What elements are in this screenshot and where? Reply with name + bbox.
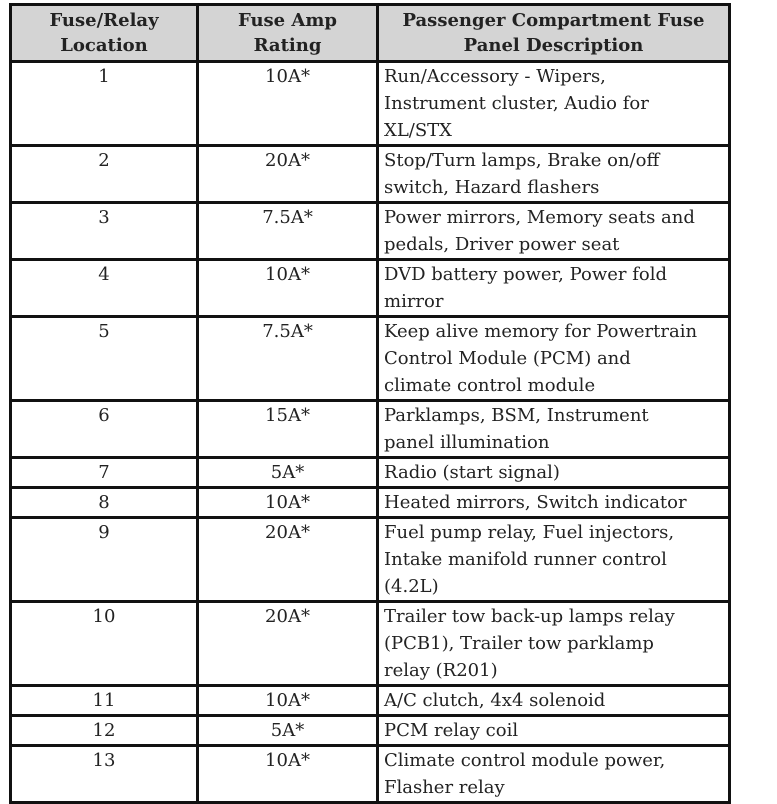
fuse-location: 2 <box>11 146 198 203</box>
description-line: climate control module <box>384 375 596 396</box>
description-line: Flasher relay <box>384 777 505 798</box>
fuse-description <box>378 602 730 686</box>
header-line: Fuse Amp <box>238 10 337 31</box>
header-line: Fuse/Relay <box>49 10 159 31</box>
fuse-location: 9 <box>11 518 198 602</box>
fuse-location: 4 <box>11 260 198 317</box>
table-row <box>11 716 730 746</box>
fuse-description <box>378 716 730 746</box>
description-line: (PCB1), Trailer tow parklamp <box>384 633 654 654</box>
column-header <box>11 5 198 62</box>
fuse-description <box>378 488 730 518</box>
table-row <box>11 317 730 401</box>
fuse-rating: 10A* <box>198 488 378 518</box>
fuse-description <box>378 746 730 803</box>
fuse-rating: 10A* <box>198 746 378 803</box>
fuse-description <box>378 518 730 602</box>
fuse-rating: 20A* <box>198 518 378 602</box>
fuse-rating: 10A* <box>198 686 378 716</box>
fuse-rating: 10A* <box>198 62 378 146</box>
description-line: relay (R201) <box>384 660 498 681</box>
description-line: Keep alive memory for Powertrain <box>384 321 698 342</box>
description-line: Radio (start signal) <box>384 462 560 483</box>
description-line: PCM relay coil <box>384 720 519 741</box>
description-line: panel illumination <box>384 432 550 453</box>
table-row <box>11 260 730 317</box>
fuse-location: 12 <box>11 716 198 746</box>
description-line: Parklamps, BSM, Instrument <box>384 405 649 426</box>
fuse-location: 7 <box>11 458 198 488</box>
fuse-description <box>378 62 730 146</box>
description-line: (4.2L) <box>384 576 439 597</box>
fuse-location: 1 <box>11 62 198 146</box>
description-line: A/C clutch, 4x4 solenoid <box>384 690 606 711</box>
description-line: Intake manifold runner control <box>384 549 667 570</box>
description-line: Fuel pump relay, Fuel injectors, <box>384 522 675 543</box>
description-line: Run/Accessory - Wipers, <box>384 66 606 87</box>
fuse-rating: 5A* <box>198 716 378 746</box>
description-line: DVD battery power, Power fold <box>384 264 668 285</box>
fuse-rating: 20A* <box>198 602 378 686</box>
fuse-location: 8 <box>11 488 198 518</box>
description-line: Stop/Turn lamps, Brake on/off <box>384 150 660 171</box>
fuse-location: 6 <box>11 401 198 458</box>
fuse-rating: 7.5A* <box>198 317 378 401</box>
description-line: Instrument cluster, Audio for <box>384 93 649 114</box>
fuse-description <box>378 146 730 203</box>
header-line: Passenger Compartment Fuse <box>402 10 705 31</box>
fuse-description <box>378 260 730 317</box>
table-row <box>11 203 730 260</box>
description-line: Trailer tow back-up lamps relay <box>384 606 675 627</box>
description-line: switch, Hazard flashers <box>384 177 600 198</box>
fuse-description <box>378 203 730 260</box>
fuse-location: 10 <box>11 602 198 686</box>
fuse-description <box>378 317 730 401</box>
header-line: Rating <box>253 35 322 56</box>
description-line: pedals, Driver power seat <box>384 234 620 255</box>
table-row <box>11 518 730 602</box>
fuse-rating: 7.5A* <box>198 203 378 260</box>
column-header <box>198 5 378 62</box>
description-line: mirror <box>384 291 444 312</box>
fuse-location: 11 <box>11 686 198 716</box>
fuse-rating: 10A* <box>198 260 378 317</box>
fuse-description <box>378 401 730 458</box>
table-row <box>11 746 730 803</box>
description-line: XL/STX <box>384 120 452 141</box>
header-line: Location <box>60 35 148 56</box>
fuse-location: 13 <box>11 746 198 803</box>
table-row <box>11 488 730 518</box>
header-line: Panel Description <box>463 35 644 56</box>
table-row <box>11 62 730 146</box>
fuse-location: 3 <box>11 203 198 260</box>
description-line: Heated mirrors, Switch indicator <box>384 492 687 513</box>
header-row <box>11 5 730 62</box>
fuse-rating: 20A* <box>198 146 378 203</box>
description-line: Climate control module power, <box>384 750 666 771</box>
table-row <box>11 146 730 203</box>
table-row <box>11 602 730 686</box>
fuse-rating: 15A* <box>198 401 378 458</box>
description-line: Power mirrors, Memory seats and <box>384 207 695 228</box>
fuse-rating: 5A* <box>198 458 378 488</box>
fuse-table <box>9 3 731 804</box>
table-row <box>11 458 730 488</box>
table-row <box>11 401 730 458</box>
column-header <box>378 5 730 62</box>
table-row <box>11 686 730 716</box>
fuse-description <box>378 686 730 716</box>
fuse-location: 5 <box>11 317 198 401</box>
fuse-description <box>378 458 730 488</box>
description-line: Control Module (PCM) and <box>384 348 631 369</box>
